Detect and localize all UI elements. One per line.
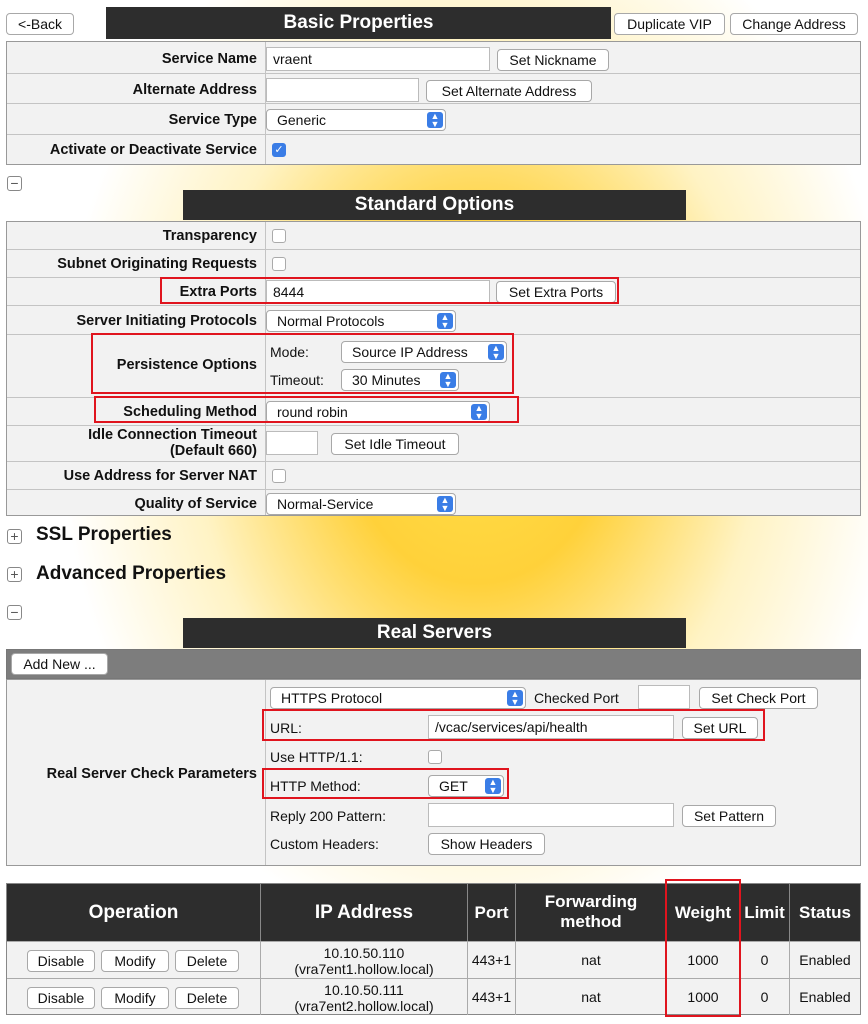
server-status: Enabled bbox=[790, 978, 860, 1015]
server-method: nat bbox=[516, 978, 667, 1015]
service-type-value: Generic bbox=[277, 112, 327, 128]
add-new-button[interactable]: Add New ... bbox=[11, 653, 108, 675]
reply-pattern-input[interactable] bbox=[428, 803, 674, 827]
service-type-row bbox=[7, 103, 860, 134]
idle-timeout-label-line2: (Default 660) bbox=[169, 443, 257, 459]
set-pattern-button[interactable]: Set Pattern bbox=[682, 805, 776, 827]
service-name-label: Service Name bbox=[161, 51, 257, 67]
nat-checkbox[interactable] bbox=[272, 469, 286, 483]
real-servers-header: Real Servers bbox=[183, 618, 686, 648]
server-port: 443+1 bbox=[468, 941, 516, 978]
disable-button[interactable]: Disable bbox=[27, 950, 95, 972]
chevron-updown-icon: ▲ ▼ bbox=[440, 372, 456, 388]
set-url-button[interactable]: Set URL bbox=[682, 717, 758, 739]
extra-ports-label: Extra Ports bbox=[179, 284, 257, 300]
persistence-timeout-value: 30 Minutes bbox=[352, 372, 421, 388]
set-alternate-address-button[interactable]: Set Alternate Address bbox=[426, 80, 592, 102]
col-forwarding-line1: Forwarding bbox=[544, 892, 638, 911]
basic-properties-header: Basic Properties bbox=[106, 7, 611, 39]
url-input[interactable]: /vcac/services/api/health bbox=[428, 715, 674, 739]
activate-row bbox=[7, 134, 860, 165]
persistence-label: Persistence Options bbox=[116, 357, 257, 373]
server-port: 443+1 bbox=[468, 978, 516, 1015]
table-row-1-operation bbox=[7, 941, 261, 978]
service-type-select[interactable] bbox=[266, 109, 446, 131]
set-check-port-button[interactable]: Set Check Port bbox=[699, 687, 818, 709]
ssl-properties-link[interactable]: SSL Properties bbox=[36, 524, 172, 545]
chevron-updown-icon: ▲ ▼ bbox=[437, 313, 453, 329]
nat-label: Use Address for Server NAT bbox=[63, 468, 257, 484]
chevron-updown-icon: ▲ ▼ bbox=[488, 344, 504, 360]
col-forwarding bbox=[516, 884, 667, 941]
scheduling-label: Scheduling Method bbox=[123, 404, 257, 420]
chevron-updown-icon: ▲ ▼ bbox=[507, 690, 523, 706]
col-weight: Weight bbox=[667, 884, 740, 941]
http11-checkbox[interactable] bbox=[428, 750, 442, 764]
expand-ssl-icon[interactable]: + bbox=[7, 529, 22, 544]
service-type-label: Service Type bbox=[168, 112, 257, 128]
server-limit: 0 bbox=[740, 978, 790, 1015]
mode-label: Mode: bbox=[270, 344, 309, 360]
server-protocols-row bbox=[7, 305, 860, 334]
col-port: Port bbox=[468, 884, 516, 941]
check-protocol-value: HTTPS Protocol bbox=[281, 690, 383, 706]
table-row-2-ip bbox=[261, 978, 468, 1015]
server-host: (vra7ent2.hollow.local) bbox=[294, 998, 434, 1014]
set-nickname-button[interactable]: Set Nickname bbox=[497, 49, 609, 71]
chevron-updown-icon: ▲ ▼ bbox=[485, 778, 501, 794]
idle-timeout-input[interactable] bbox=[266, 431, 318, 455]
delete-button[interactable]: Delete bbox=[175, 950, 239, 972]
highlight-extra-ports bbox=[160, 277, 619, 304]
back-button[interactable]: <-Back bbox=[6, 13, 74, 35]
collapse-real-servers-icon[interactable]: − bbox=[7, 605, 22, 620]
qos-select[interactable] bbox=[266, 493, 456, 515]
table-row-2-operation bbox=[7, 978, 261, 1015]
scheduling-method-value: round robin bbox=[277, 404, 348, 420]
col-ip-address: IP Address bbox=[261, 884, 468, 941]
modify-button[interactable]: Modify bbox=[101, 950, 169, 972]
col-operation: Operation bbox=[7, 884, 261, 941]
transparency-checkbox[interactable] bbox=[272, 229, 286, 243]
delete-button[interactable]: Delete bbox=[175, 987, 239, 1009]
chevron-updown-icon: ▲ ▼ bbox=[437, 496, 453, 512]
idle-timeout-label bbox=[7, 427, 257, 459]
persistence-mode-value: Source IP Address bbox=[352, 344, 468, 360]
col-status: Status bbox=[790, 884, 860, 941]
reply-pattern-label: Reply 200 Pattern: bbox=[270, 808, 386, 824]
server-method: nat bbox=[516, 941, 667, 978]
http-method-label: HTTP Method: bbox=[270, 778, 361, 794]
highlight-url bbox=[262, 709, 765, 741]
idle-timeout-label-line1: Idle Connection Timeout bbox=[88, 427, 257, 443]
advanced-properties-link[interactable]: Advanced Properties bbox=[36, 563, 227, 584]
activate-label: Activate or Deactivate Service bbox=[49, 142, 257, 158]
qos-label: Quality of Service bbox=[134, 496, 257, 512]
server-host: (vra7ent1.hollow.local) bbox=[294, 961, 434, 977]
qos-row bbox=[7, 489, 860, 517]
server-ip: 10.10.50.110 bbox=[323, 945, 405, 961]
chevron-updown-icon: ▲ ▼ bbox=[471, 404, 487, 420]
standard-options-header: Standard Options bbox=[183, 190, 686, 220]
disable-button[interactable]: Disable bbox=[27, 987, 95, 1009]
http-method-value: GET bbox=[439, 778, 468, 794]
server-protocols-label: Server Initiating Protocols bbox=[76, 313, 257, 329]
server-ip: 10.10.50.111 bbox=[324, 982, 404, 998]
collapse-standard-icon[interactable]: − bbox=[7, 176, 22, 191]
subnet-row bbox=[7, 249, 860, 277]
idle-timeout-row bbox=[7, 425, 860, 461]
table-row-1-ip bbox=[261, 941, 468, 978]
modify-button[interactable]: Modify bbox=[101, 987, 169, 1009]
checked-port-input[interactable] bbox=[638, 685, 690, 709]
chevron-updown-icon: ▲ ▼ bbox=[427, 112, 443, 128]
col-limit: Limit bbox=[740, 884, 790, 941]
show-headers-button[interactable]: Show Headers bbox=[428, 833, 545, 855]
highlight-persistence bbox=[91, 333, 514, 394]
subnet-label: Subnet Originating Requests bbox=[57, 256, 257, 272]
check-protocol-select[interactable] bbox=[270, 687, 526, 709]
alternate-address-input[interactable] bbox=[266, 78, 419, 102]
server-protocols-select[interactable] bbox=[266, 310, 456, 332]
server-status: Enabled bbox=[790, 941, 860, 978]
server-limit: 0 bbox=[740, 941, 790, 978]
highlight-weight bbox=[665, 879, 741, 1017]
http11-label: Use HTTP/1.1: bbox=[270, 749, 363, 765]
activate-checkbox[interactable]: ✓ bbox=[272, 143, 286, 157]
real-servers-toolbar bbox=[6, 649, 861, 679]
check-parameters-label: Real Server Check Parameters bbox=[46, 766, 257, 782]
transparency-label: Transparency bbox=[162, 228, 257, 244]
extra-ports-input[interactable]: 8444 bbox=[266, 280, 490, 304]
url-label: URL: bbox=[270, 720, 302, 736]
highlight-scheduling bbox=[94, 396, 519, 423]
set-idle-timeout-button[interactable]: Set Idle Timeout bbox=[331, 433, 459, 455]
service-name-input[interactable]: vraent bbox=[266, 47, 490, 71]
expand-advanced-icon[interactable]: + bbox=[7, 567, 22, 582]
alternate-address-row bbox=[7, 73, 860, 103]
checked-port-label: Checked Port bbox=[534, 690, 619, 706]
custom-headers-label: Custom Headers: bbox=[270, 836, 379, 852]
subnet-checkbox[interactable] bbox=[272, 257, 286, 271]
timeout-label: Timeout: bbox=[270, 372, 324, 388]
basic-properties-table bbox=[6, 41, 861, 165]
alternate-address-label: Alternate Address bbox=[132, 82, 257, 98]
qos-value: Normal-Service bbox=[277, 496, 374, 512]
server-weight: 1000 bbox=[667, 978, 740, 1015]
change-address-button[interactable]: Change Address bbox=[730, 13, 858, 35]
server-weight: 1000 bbox=[667, 941, 740, 978]
nat-row bbox=[7, 461, 860, 489]
server-protocols-value: Normal Protocols bbox=[277, 313, 385, 329]
set-extra-ports-button[interactable]: Set Extra Ports bbox=[496, 281, 616, 303]
duplicate-vip-button[interactable]: Duplicate VIP bbox=[614, 13, 725, 35]
col-forwarding-line2: method bbox=[560, 912, 622, 931]
highlight-http-method bbox=[262, 768, 509, 799]
